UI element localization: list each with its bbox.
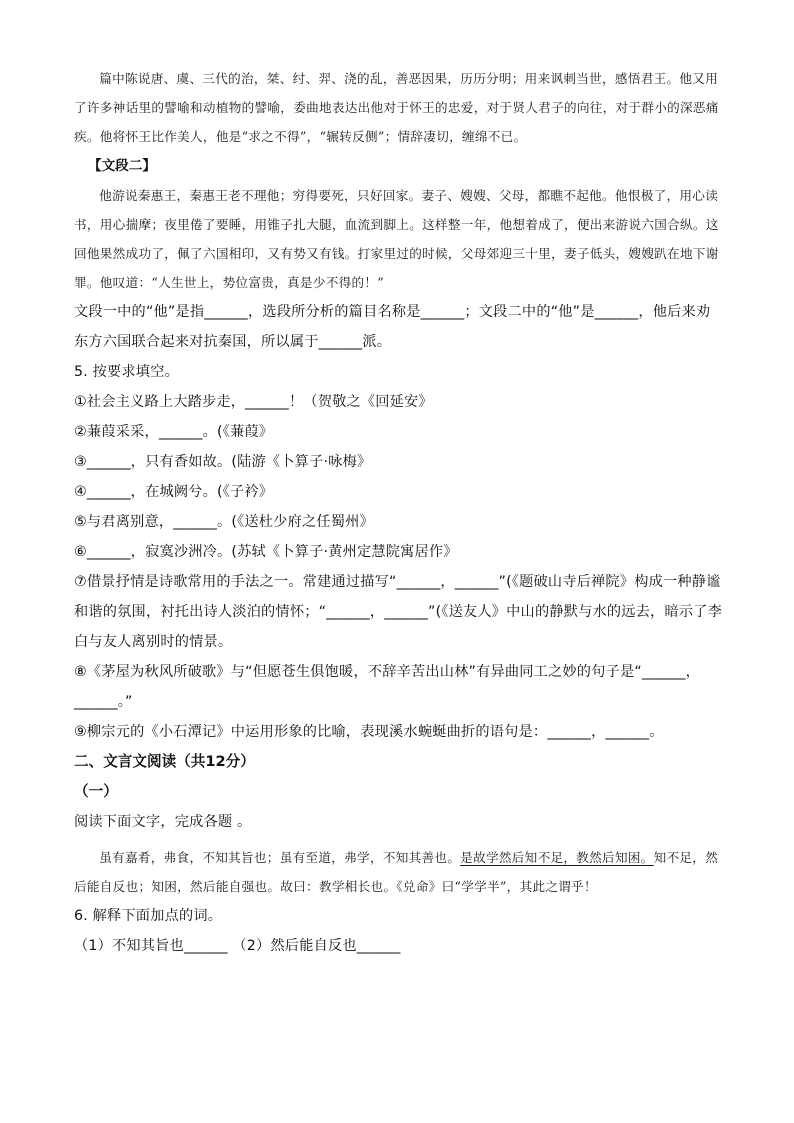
q5-item-9: ⑨柳宗元的《小石潭记》中运用形象的比喻，表现溪水蜿蜒曲折的语句是：______，______。: [74, 724, 664, 740]
classical-text-part-b: 知不足，然后能自反也；知困，然后能自强也。故曰：教学相长也。《兑命》曰“学学半”，其此之谓乎！: [74, 850, 719, 894]
question-4: 文段一中的“他”是指______，选段所分析的篇目名称是______；文段二中的“他”是______，他后来劝东方六国联合起来对抗秦国，所以属于______派。: [74, 304, 711, 350]
passage1-paragraph: 篇中陈说唐、虞、三代的治，桀、纣、羿、浇的乱，善恶因果，历历分明；用来讽刺当世，感悟君王。他又用了许多神话里的譬喻和动植物的譬喻，委曲地表达出他对于怀王的忠爱，对于贤人君子的向往，对于群小的深恶痛疾。他将怀王比作美人，他是“求之不得”，“辗转反侧”；情辞凄切，缠绵不已。: [74, 71, 719, 144]
section-2-heading: 二、文言文阅读（共12分）: [74, 753, 255, 770]
classical-text-underlined: 是故学然后知不足，教然后知困。: [460, 850, 654, 865]
question-5-title: 5. 按要求填空。: [74, 364, 179, 380]
q5-item-3: ③______，只有香如故。(陆游《卜算子·咏梅》: [74, 454, 372, 470]
q5-item-6: ⑥______，寂寞沙洲冷。(苏轼《卜算子·黄州定慧院寓居作》: [74, 544, 458, 560]
exam-page: [74, 64, 724, 961]
classical-text: [74, 843, 724, 901]
q5-item-7: ⑦借景抒情是诗歌常用的手法之一。常建通过描写“______，______”(《题破山寺后禅院》构成一种静谧和谐的氛围，衬托出诗人淡泊的情怀；“______，______”(《送友人》中山的静默与水的远去，暗示了李白与友人离别时的情景。: [74, 574, 722, 650]
section-2-subheading: （一）: [74, 783, 118, 800]
q5-item-4: ④______，在城阙兮。(《子衿》: [74, 484, 274, 500]
question-6-title: 6. 解释下面加点的词。: [74, 908, 223, 924]
question-6-items: （1）不知其旨也______ （2）然后能自反也______: [74, 938, 401, 954]
q5-item-1: ①社会主义路上大踏步走，______！（贺敬之《回延安》: [74, 394, 433, 410]
classical-text-part-a: 虽有嘉肴，弗食，不知其旨也；虽有至道，弗学，不知其善也。: [99, 850, 461, 865]
passage2-paragraph: 他游说秦惠王，秦惠王老不理他；穷得要死，只好回家。妻子、嫂嫂、父母，都瞧不起他。他恨极了，用心读书，用心揣摩；夜里倦了要睡，用锥子扎大腿，血流到脚上。这样整一年，他想着成了，便出来游说六国合纵。这回他果然成功了，佩了六国相印，又有势又有钱。打家里过的时候，父母郊迎三十里，妻子低头，嫂嫂趴在地下谢罪。他叹道：“人生世上，势位富贵，真是少不得的！”: [74, 188, 719, 290]
reading-instruction: 阅读下面文字，完成各题 。: [74, 814, 252, 830]
q5-item-2: ②蒹葭采采，______。(《蒹葭》: [74, 424, 274, 440]
q5-item-8: ⑧《茅屋为秋风所破歌》与“但愿苍生俱饱暖，不辞辛苦出山林”有异曲同工之妙的句子是“______，______。”: [74, 664, 701, 710]
q5-item-5: ⑤与君离别意，______。(《送杜少府之任蜀州》: [74, 514, 374, 530]
passage2-label: 【文段二】: [88, 158, 156, 174]
